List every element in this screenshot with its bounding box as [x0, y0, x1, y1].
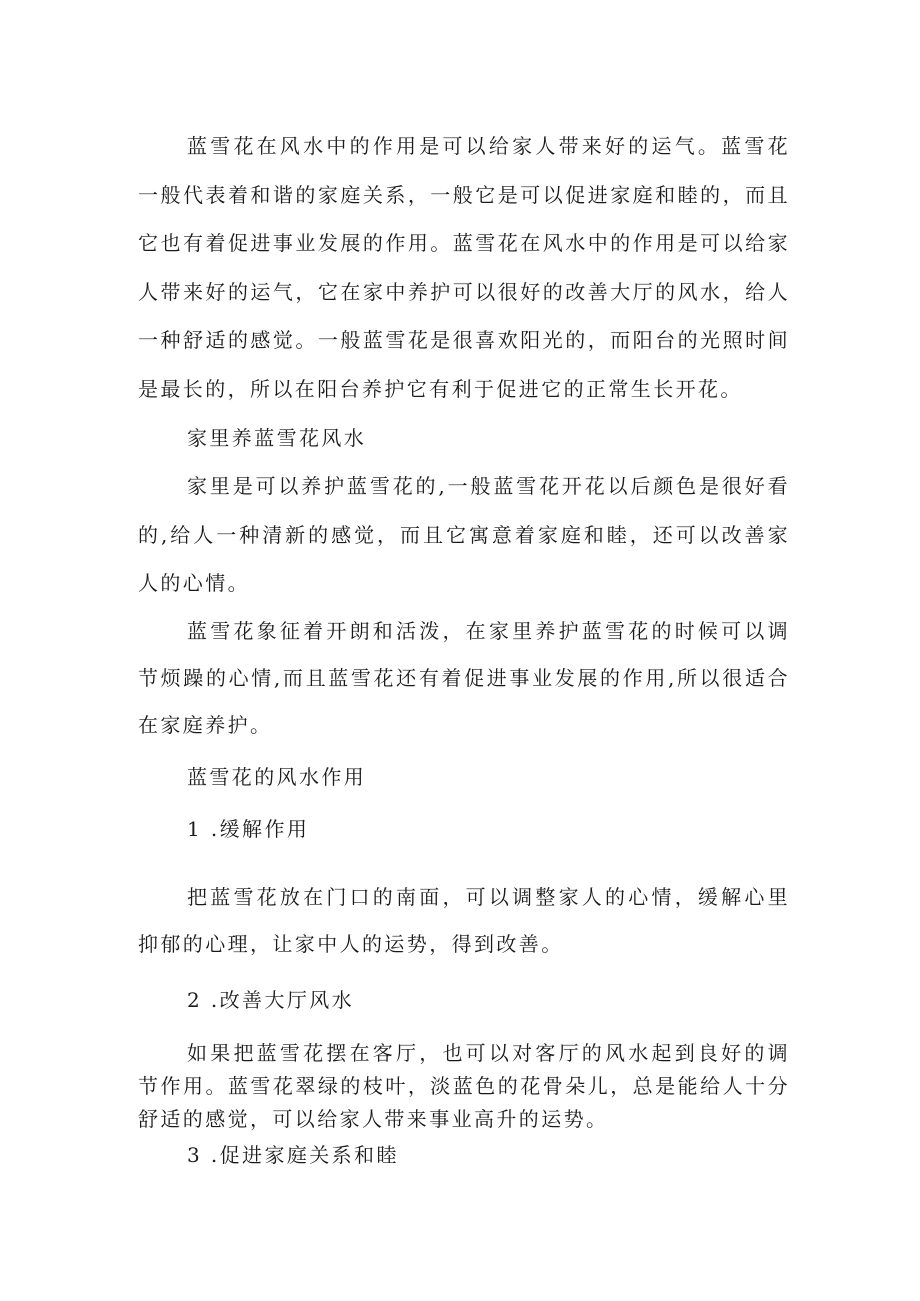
paragraph-symbolism: 蓝雪花象征着开朗和活泼，在家里养护蓝雪花的时候可以调节烦躁的心情,而且蓝雪花还有着促进事业发展的作用,所以很适合在家庭养护。: [138, 619, 790, 737]
list-item-heading-1: 1 .缓解作用: [187, 817, 310, 841]
section-heading-home: 家里养蓝雪花风水: [187, 426, 367, 450]
paragraph-intro: 蓝雪花在风水中的作用是可以给家人带来好的运气。蓝雪花一般代表着和谐的家庭关系，一般它是可以促进家庭和睦的，而且它也有着促进事业发展的作用。蓝雪花在风水中的作用是可以给家人带来好的运气，它在家中养护可以很好的改善大厅的风水，给人一种舒适的感觉。一般蓝雪花是很喜欢阳光的，而阳台的光照时间是最长的，所以在阳台养护它有利于促进它的正常生长开花。: [138, 134, 790, 401]
list-item-heading-2: 2 .改善大厅风水: [187, 988, 355, 1012]
list-item-heading-3: 3 .促进家庭关系和睦: [187, 1143, 399, 1167]
section-heading-effects: 蓝雪花的风水作用: [187, 765, 367, 789]
paragraph-home-care: 家里是可以养护蓝雪花的,一般蓝雪花开花以后颜色是很好看的,给人一种清新的感觉，而且它寓意着家庭和睦，还可以改善家人的心情。: [138, 474, 790, 595]
list-item-text-2: 如果把蓝雪花摆在客厅，也可以对客厅的风水起到良好的调节作用。蓝雪花翠绿的枝叶，淡蓝色的花骨朵儿，总是能给人十分舒适的感觉，可以给家人带来事业高升的运势。: [138, 1041, 790, 1131]
list-item-text-1: 把蓝雪花放在门口的南面，可以调整家人的心情，缓解心里抑郁的心理，让家中人的运势，得到改善。: [138, 885, 790, 956]
